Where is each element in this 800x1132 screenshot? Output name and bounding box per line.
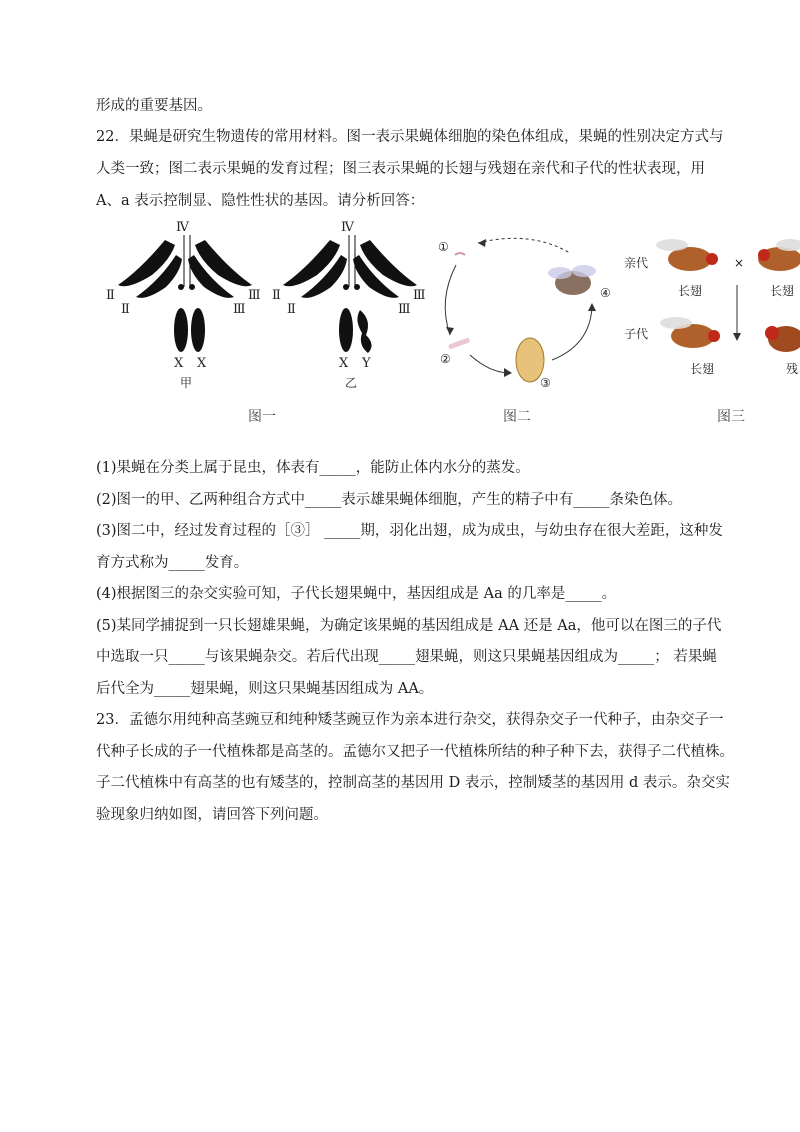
svg-text:Ⅲ: Ⅲ	[413, 288, 426, 303]
subquestion-4: (4)根据图三的杂交实验可知，子代长翅果蝇中，基因组成是 Aa 的几率是_____。	[96, 586, 617, 602]
cross-diagram	[624, 239, 800, 376]
figure-svg	[0, 215, 800, 430]
subquestion-5-line-1: (5)某同学捕捉到一只长翅雄果蝇，为确定该果蝇的基因组成是 AA 还是 Aa，他可以在图三的子代	[96, 618, 722, 634]
question-23-line-1: 23．孟德尔用纯种高茎豌豆和纯种矮茎豌豆作为亲本进行杂交，获得杂交子一代种子，由杂交子一	[96, 712, 724, 728]
svg-text:Ⅲ: Ⅲ	[398, 302, 411, 317]
parent-row-label: 亲代	[624, 256, 649, 270]
child-right-trait: 残	[786, 362, 799, 376]
stage-2-label: ②	[440, 352, 451, 366]
svg-text:X: X	[174, 356, 184, 371]
child-left-trait: 长翅	[690, 362, 715, 376]
fly-child-right	[765, 326, 800, 352]
svg-text:Ⅱ: Ⅱ	[106, 288, 115, 303]
egg-icon	[455, 253, 465, 255]
larva-icon	[448, 337, 470, 349]
fly-parent-left	[656, 239, 718, 271]
question-23-line-4: 验现象归纳如图，请回答下列问题。	[96, 807, 328, 823]
subquestion-5-line-2: 中选取一只_____与该果蝇杂交。若后代出现_____翅果蝇，则这只果蝇基因组成为_____； 若果蝇	[96, 649, 717, 665]
caption-fig3: 图三	[717, 409, 745, 425]
svg-text:X: X	[339, 356, 349, 371]
child-row-label: 子代	[624, 327, 649, 341]
question-22-line-3: A、a 表示控制显、隐性性状的基因。请分析回答：	[96, 193, 425, 209]
svg-text:X: X	[197, 356, 207, 371]
parent-right-trait: 长翅	[770, 284, 795, 298]
sex-chromosome-2	[191, 308, 205, 352]
label-jia: 甲	[180, 376, 193, 390]
stage-4-label: ④	[600, 286, 611, 300]
svg-text:Ⅲ: Ⅲ	[233, 302, 246, 317]
y-chromosome	[357, 310, 371, 353]
figure-strip	[0, 215, 800, 430]
chrom-label-iv: Ⅳ	[176, 220, 189, 235]
karyotype-jia	[106, 220, 261, 390]
svg-text:Y: Y	[362, 356, 371, 371]
sex-chromosome-1	[174, 308, 188, 352]
question-22-line-1: 22．果蝇是研究生物遗传的常用材料。图一表示果蝇体细胞的染色体组成，果蝇的性别决定方式与	[96, 129, 724, 145]
question-23-line-3: 子二代植株中有高茎的也有矮茎的，控制高茎的基因用 D 表示，控制矮茎的基因用 d 表示。杂交实	[96, 775, 730, 791]
svg-text:Ⅱ: Ⅱ	[287, 302, 296, 317]
caption-fig1: 图一	[248, 409, 276, 425]
question-22-line-2: 人类一致；图二表示果蝇的发育过程；图三表示果蝇的长翅与残翅在亲代和子代的性状表现，用	[96, 161, 705, 177]
caption-fig2: 图二	[503, 409, 531, 425]
cross-symbol: ×	[734, 256, 745, 270]
subquestion-5-line-3: 后代全为_____翅果蝇，则这只果蝇基因组成为 AA。	[96, 681, 434, 697]
chrom-label-iv: Ⅳ	[341, 220, 354, 235]
karyotype-yi	[272, 220, 426, 390]
stage-3-label: ③	[540, 376, 551, 390]
text-line-p0: 形成的重要基因。	[96, 98, 212, 114]
parent-left-trait: 长翅	[678, 284, 703, 298]
subquestion-2: (2)图一的甲、乙两种组合方式中_____表示雄果蝇体细胞，产生的精子中有_____条染色体。	[96, 492, 683, 508]
svg-text:Ⅱ: Ⅱ	[272, 288, 281, 303]
subquestion-3-line-1: (3)图二中，经过发育过程的［③］ _____期，羽化出翅，成为成虫，与幼虫存在很大差距，这种发	[96, 523, 723, 539]
fly-child-left	[660, 317, 720, 348]
question-23-line-2: 代种子长成的子一代植株都是高茎的。孟德尔又把子一代植株所结的种子种下去，获得子二代植株。	[96, 744, 734, 760]
subquestion-1: (1)果蝇在分类上属于昆虫，体表有_____，能防止体内水分的蒸发。	[96, 460, 530, 476]
svg-text:Ⅲ: Ⅲ	[248, 288, 261, 303]
svg-text:Ⅱ: Ⅱ	[121, 302, 130, 317]
life-cycle-diagram	[438, 238, 611, 390]
label-yi: 乙	[345, 376, 358, 390]
subquestion-3-line-2: 育方式称为_____发育。	[96, 555, 249, 571]
fly-parent-right	[758, 239, 800, 271]
stage-1-label: ①	[438, 240, 449, 254]
